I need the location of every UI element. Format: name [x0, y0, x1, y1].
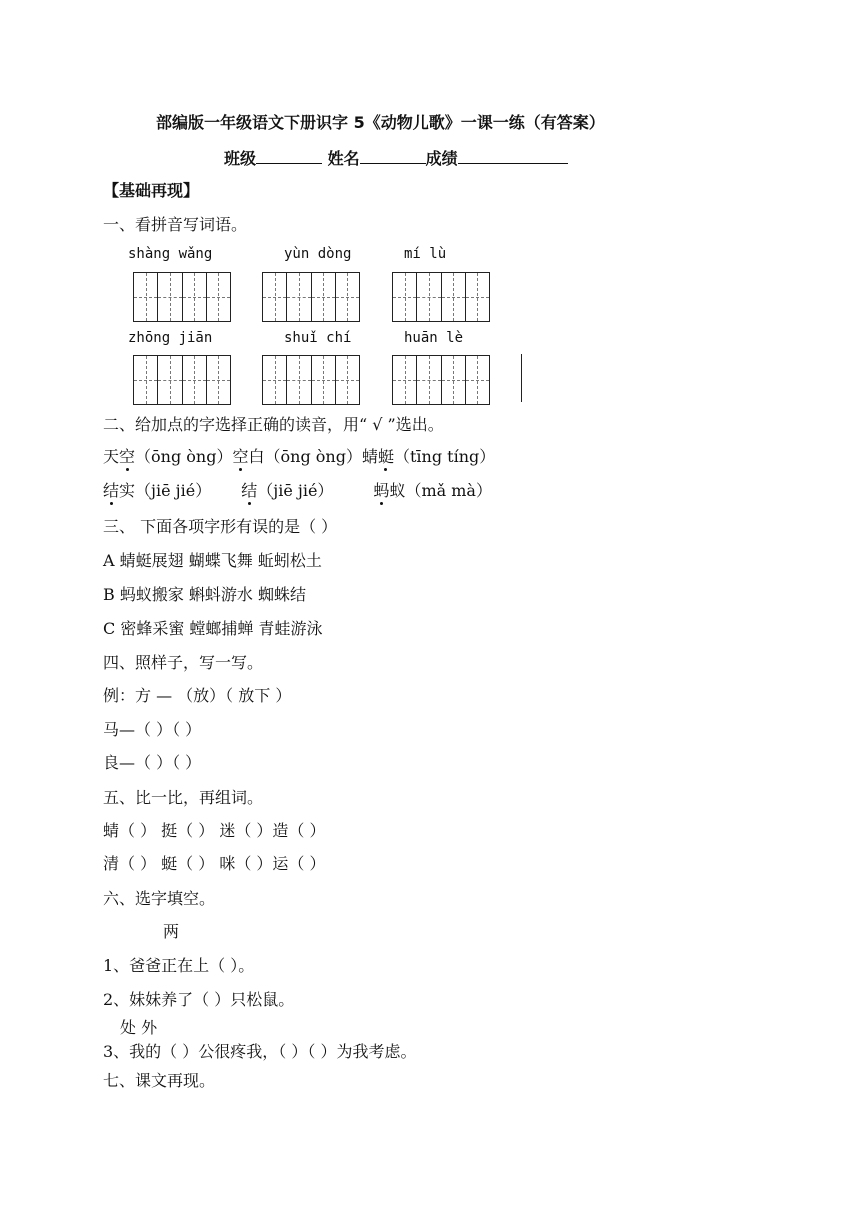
q2-line-1: [103, 444, 495, 467]
writing-grid-2[interactable]: [262, 272, 360, 322]
q3-title: 三、 下面各项字形有误的是（ ）: [103, 517, 338, 536]
q2-char: 白: [248, 447, 265, 466]
q6-item-2[interactable]: 2、妹妹养了（ ）只松鼠。: [103, 990, 295, 1009]
q6-item-1[interactable]: 1、爸爸正在上（ ）。: [103, 956, 255, 975]
q4-item-1[interactable]: 马—（ ）（ ）: [103, 720, 202, 739]
dotted-char: 蚂: [373, 478, 389, 501]
writing-grid-3[interactable]: [392, 272, 490, 322]
q2-char: 蚁: [389, 481, 406, 500]
dotted-char: 空: [232, 444, 248, 467]
dotted-char: 蜓: [378, 444, 394, 467]
basic-section-heading: 【基础再现】: [103, 181, 200, 200]
pinyin-3: mí lù: [404, 246, 447, 262]
q4-title: 四、照样子，写一写。: [103, 653, 264, 672]
pinyin-1: shàng wǎng: [128, 246, 213, 262]
reading-options[interactable]: （ōng òng）: [264, 447, 362, 466]
q5-row-2[interactable]: 清（ ） 蜓（ ） 咪（ ）运（ ）: [103, 854, 326, 873]
reading-options[interactable]: （jiē jié）: [135, 481, 212, 500]
q2-char: 蜻: [361, 447, 378, 466]
q2-char: 实: [119, 481, 136, 500]
class-blank[interactable]: [256, 149, 322, 164]
page-title: 部编版一年级语文下册识字 5《动物儿歌》一课一练（有答案）: [156, 113, 605, 132]
dotted-char: 空: [119, 444, 135, 467]
name-blank[interactable]: [360, 149, 426, 164]
pinyin-6: huān lè: [404, 330, 464, 346]
q3-option-a[interactable]: A 蜻蜓展翅 蝴蝶飞舞 蚯蚓松土: [103, 551, 322, 570]
pinyin-5: shuǐ chí: [284, 330, 352, 346]
q7-title: 七、课文再现。: [103, 1071, 216, 1090]
q2-char: 天: [103, 447, 120, 466]
class-label: 班级: [224, 149, 257, 168]
dotted-char: 结: [241, 478, 257, 501]
q4-example: 例：方 — （放）（ 放下 ）: [103, 686, 292, 705]
q3-option-b[interactable]: B 蚂蚁搬家 蝌蚪游水 蜘蛛结: [103, 585, 307, 604]
q5-title: 五、比一比，再组词。: [103, 788, 264, 807]
score-label: 成绩: [425, 149, 458, 168]
reading-options[interactable]: （mǎ mà）: [405, 481, 492, 500]
writing-grid-4[interactable]: [133, 355, 231, 405]
writing-grid-5[interactable]: [262, 355, 360, 405]
q6-title: 六、选字填空。: [103, 889, 216, 908]
reading-options[interactable]: （jiē jié）: [257, 481, 334, 500]
q2-line-2: [103, 478, 492, 501]
q1-title: 一、看拼音写词语。: [103, 215, 248, 234]
reading-options[interactable]: （ōng òng）: [135, 447, 233, 466]
reading-options[interactable]: （tīng tíng）: [394, 447, 496, 466]
q3-option-c[interactable]: C 密蜂采蜜 螳螂捕蝉 青蛙游泳: [103, 619, 323, 638]
q4-item-2[interactable]: 良—（ ）（ ）: [103, 753, 202, 772]
score-blank[interactable]: [458, 149, 568, 164]
pinyin-4: zhōng jiān: [128, 330, 213, 346]
name-label: 姓名: [327, 149, 360, 168]
q5-row-1[interactable]: 蜻（ ） 挺（ ） 迷（ ）造（ ）: [103, 821, 326, 840]
q2-title: 二、给加点的字选择正确的读音，用“ √ ”选出。: [103, 415, 444, 434]
q6-item-3[interactable]: 3、我的（ ）公很疼我，（ ）（ ）为我考虑。: [103, 1042, 417, 1061]
student-info-line: [224, 146, 568, 169]
pinyin-2: yùn dòng: [284, 246, 352, 262]
writing-grid-1[interactable]: [133, 272, 231, 322]
q6-word-choice-2: 处 外: [120, 1018, 158, 1037]
vertical-rule: [521, 354, 522, 402]
q6-word-choice-1: 两: [163, 922, 180, 941]
dotted-char: 结: [103, 478, 119, 501]
writing-grid-6[interactable]: [392, 355, 490, 405]
